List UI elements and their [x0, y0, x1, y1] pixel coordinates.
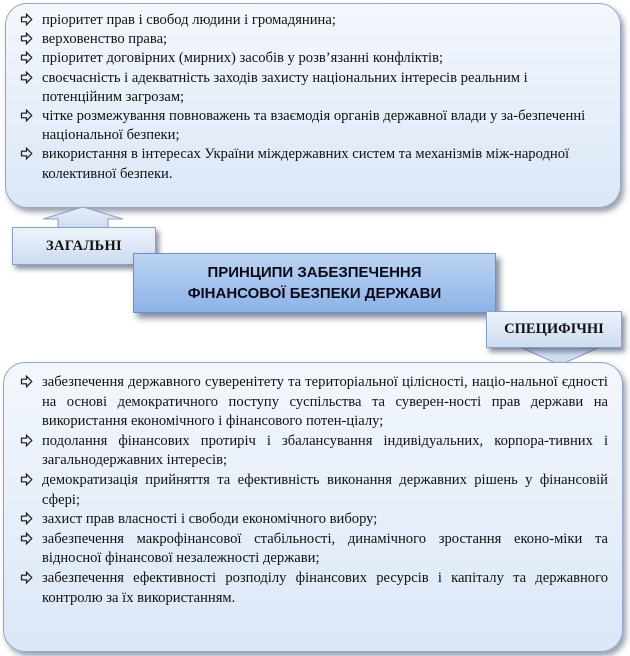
specific-label — [486, 311, 622, 348]
arrow-right-icon — [20, 32, 33, 45]
arrow-right-icon — [20, 375, 33, 388]
arrow-right-icon — [20, 109, 33, 122]
arrow-right-icon — [20, 532, 33, 545]
arrow-right-icon — [20, 51, 33, 64]
list-item-text: забезпечення макрофінансової стабільності, динамічного зростання еконо-міки та відносної фінансової незалежності держави; — [42, 530, 608, 567]
general-principles-list — [20, 11, 608, 184]
list-item — [20, 11, 608, 30]
list-item-text: своєчасність і адекватність заходів захисту національних інтересів реальним і потенційним загрозам; — [42, 69, 528, 105]
general-principles-panel — [5, 3, 621, 208]
arrow-right-icon — [20, 571, 33, 584]
list-item-text: використання в інтересах України міждержавних систем та механізмів між-народної колективної безпеки. — [42, 146, 570, 182]
list-item — [20, 69, 608, 107]
central-title-box — [133, 253, 496, 313]
list-item — [20, 145, 608, 183]
list-item — [20, 471, 608, 510]
list-item-text: чітке розмежування повноважень та взаємодія органів державної влади у за-безпеченні національної безпеки; — [42, 108, 586, 144]
list-item — [20, 432, 608, 471]
list-item — [20, 510, 608, 530]
specific-principles-panel — [3, 362, 623, 652]
general-label-text: ЗАГАЛЬНІ — [46, 237, 122, 254]
specific-label-text: СПЕЦИФІЧНІ — [504, 321, 604, 337]
list-item — [20, 373, 608, 432]
list-item-text: пріоритет договірних (мирних) засобів у розв’язанні конфліктів; — [42, 50, 444, 67]
list-item-text: демократизація прийняття та ефективність виконання державних рішень у фінансовій сфері; — [42, 471, 608, 508]
list-item — [20, 530, 608, 569]
list-item — [20, 569, 608, 608]
list-item-text: пріоритет прав і свобод людини і громадянина; — [42, 12, 336, 28]
list-item — [20, 49, 608, 68]
specific-principles-list — [20, 373, 608, 608]
arrow-right-icon — [20, 512, 33, 525]
arrow-right-icon — [20, 473, 33, 486]
arrow-right-icon — [20, 434, 33, 447]
arrow-right-icon — [20, 13, 33, 26]
arrow-right-icon — [20, 147, 33, 160]
list-item-text: забезпечення ефективності розподілу фінансових ресурсів і капіталу та державного контролю за їх використанням. — [42, 569, 608, 606]
list-item-text: подолання фінансових протиріч і збалансування індивідуальних, корпора-тивних і загальнодержавних інтересів; — [42, 432, 608, 469]
arrow-right-icon — [20, 71, 33, 84]
list-item-text: захист прав власності і свободи економічного вибору; — [42, 511, 378, 528]
list-item — [20, 107, 608, 145]
list-item-text: верховенство права; — [42, 31, 168, 48]
title-line-2: ФІНАНСОВОЇ БЕЗПЕКИ ДЕРЖАВИ — [187, 285, 442, 302]
title-line-1: ПРИНЦИПИ ЗАБЕЗПЕЧЕННЯ — [207, 264, 422, 281]
list-item-text: забезпечення державного суверенітету та територіальної цілісності, націо-нальної єдності на основі демократичного поступу суспільства та суверен-ності прав держави на використання економічного і фінансового потен-ціалу; — [42, 374, 608, 430]
list-item — [20, 30, 608, 49]
